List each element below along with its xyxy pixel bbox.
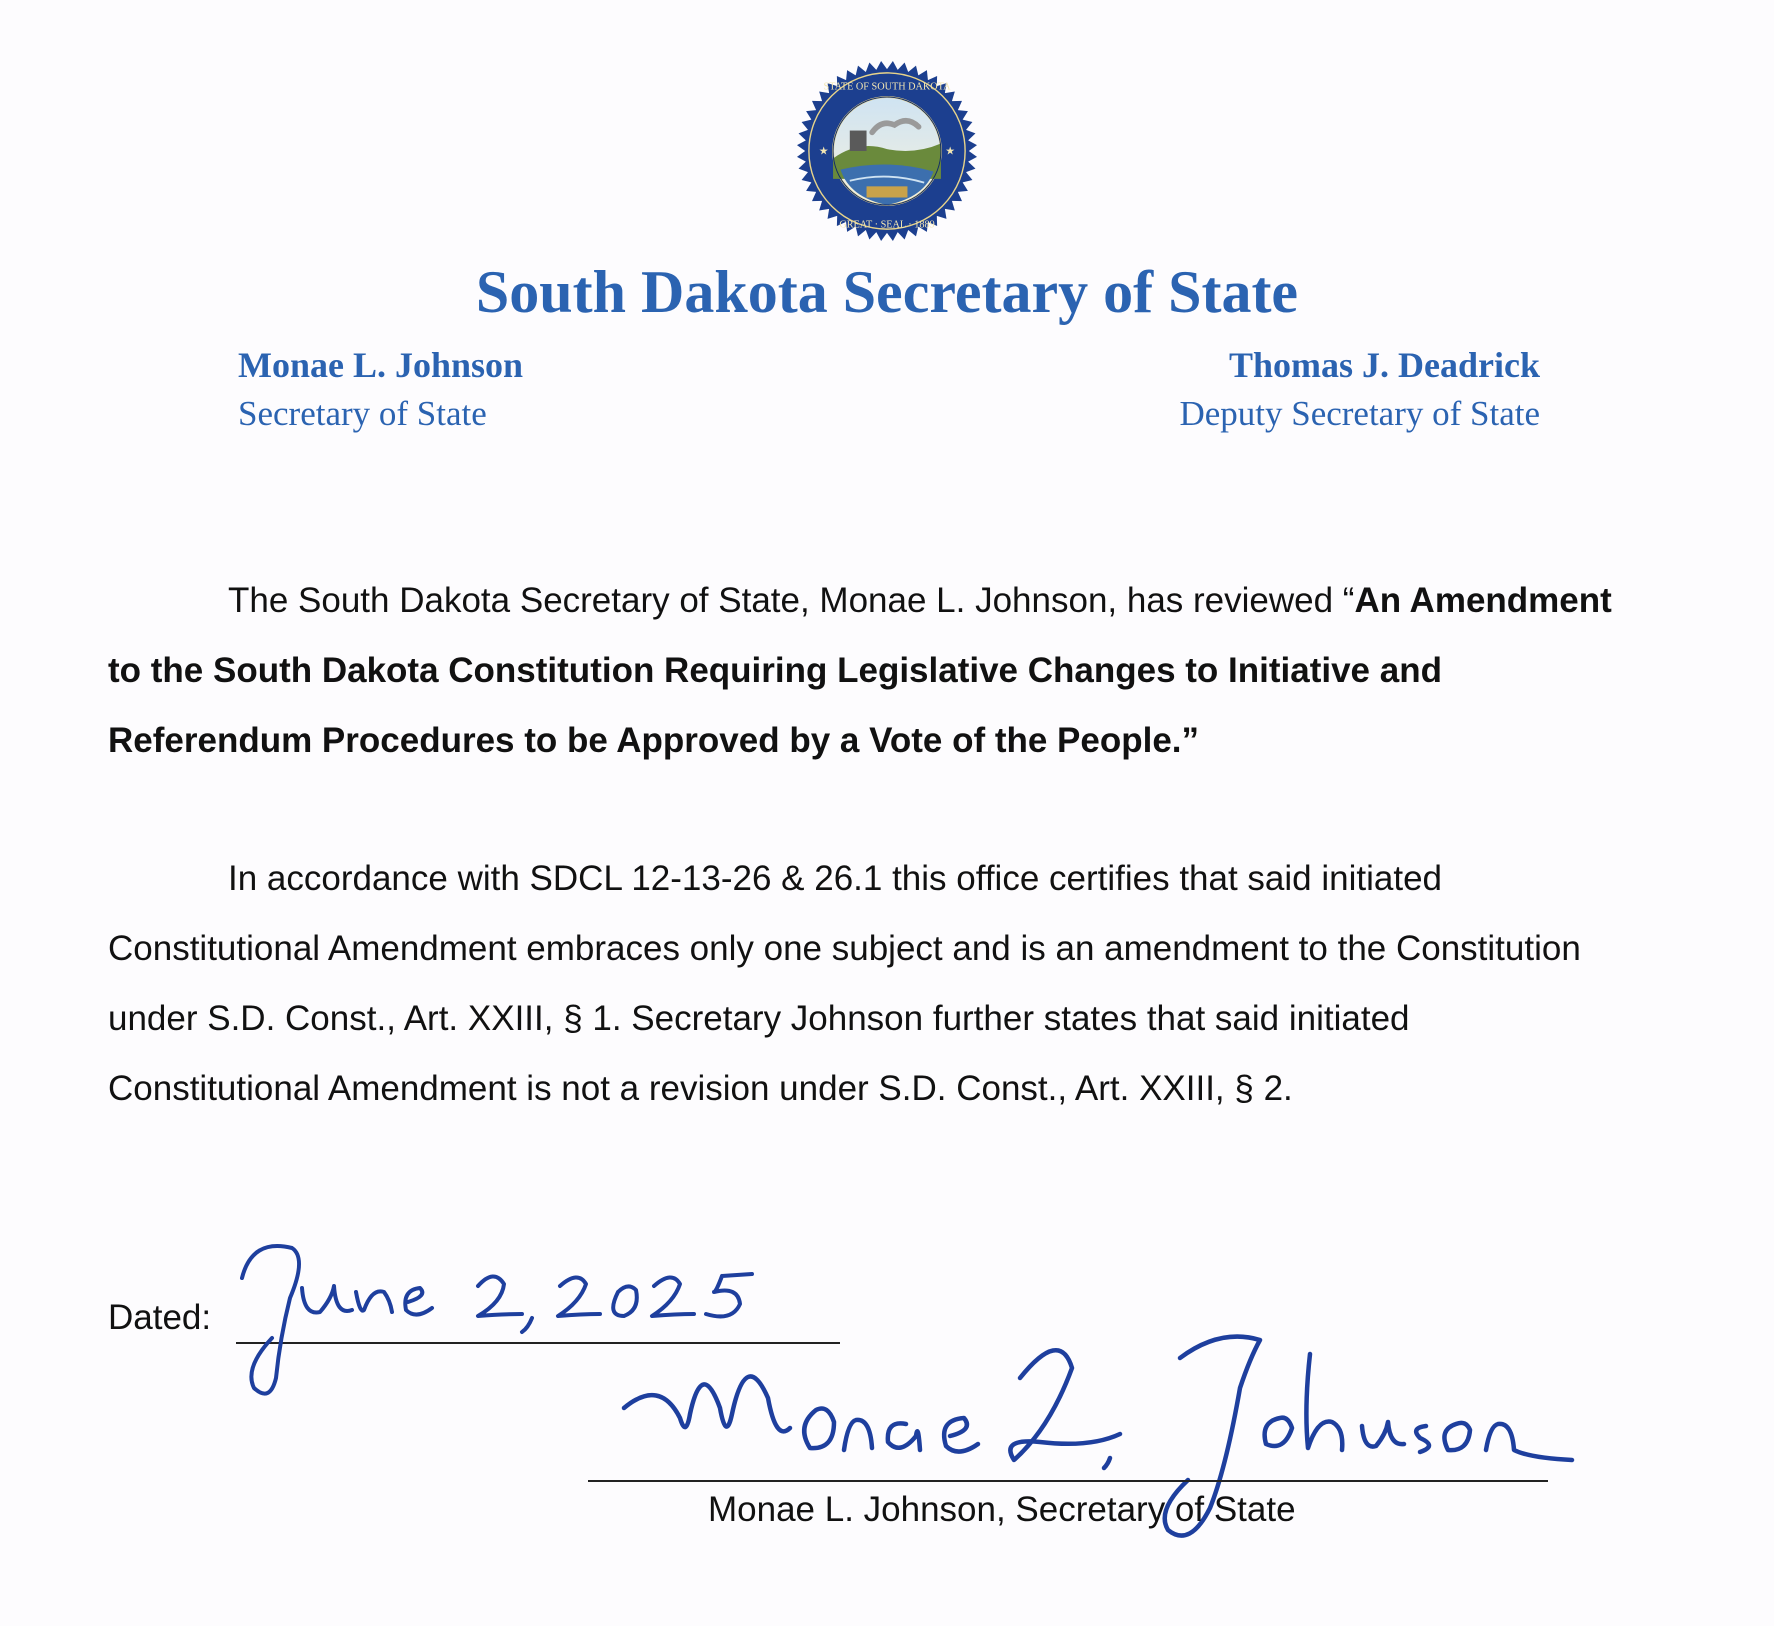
amendment-title: An Amendment to the South Dakota Constitution Requiring Legislative Changes to Initiative and Referendum Procedures to be Approved by a Vote of the People.”	[108, 581, 1612, 760]
secretary-name: Monae L. Johnson	[238, 345, 524, 385]
deputy-title: Deputy Secretary of State	[1179, 393, 1540, 433]
secretary-block	[238, 342, 523, 436]
signature-caption: Monae L. Johnson, Secretary of State	[708, 1490, 1296, 1529]
svg-text:GREAT · SEAL · 1889: GREAT · SEAL · 1889	[839, 219, 935, 231]
signature-line	[588, 1480, 1548, 1482]
paragraph-certification	[108, 844, 1624, 1124]
paragraph-review	[108, 566, 1624, 776]
svg-text:★: ★	[945, 145, 956, 158]
deputy-name: Thomas J. Deadrick	[1228, 345, 1540, 385]
dated-label: Dated:	[108, 1298, 212, 1337]
secretary-title: Secretary of State	[238, 393, 487, 433]
svg-text:★: ★	[818, 145, 829, 158]
svg-text:STATE OF SOUTH DAKOTA: STATE OF SOUTH DAKOTA	[823, 81, 951, 93]
agency-title: South Dakota Secretary of State	[475, 259, 1299, 325]
deputy-block	[1179, 342, 1540, 436]
review-intro: The South Dakota Secretary of State, Monae L. Johnson, has reviewed “	[228, 581, 1355, 620]
state-seal-icon	[794, 58, 980, 244]
certification-text: In accordance with SDCL 12-13-26 & 26.1 this office certifies that said initiated Constitutional Amendment embraces only one subject and is an amendment to the Constitution under S.D. Const., Art. XXIII, § 1. Secretary Johnson further states that said initiated Constitutional Amendment is not a revision under S.D. Const., Art. XXIII, § 2.	[108, 859, 1581, 1108]
